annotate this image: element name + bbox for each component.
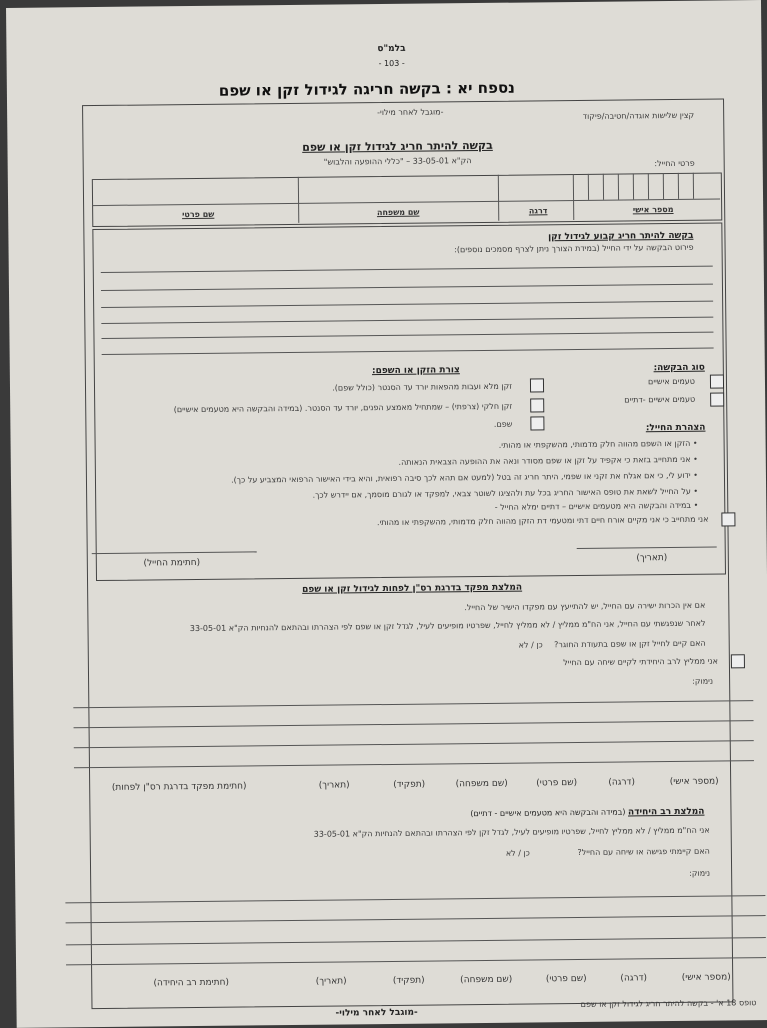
declaration-line-6: אני מתחייב כי אני מקיים אורח חיים דתי ומטעמי דת הזקן מהווה חלק מדמותי, מהשקפתי או מהותי. <box>376 514 709 528</box>
religious-commitment-checkbox[interactable] <box>721 512 735 526</box>
cmd-role: (תפקיד) <box>393 779 426 790</box>
rabbi-family-name: (שם משפחה) <box>460 974 513 986</box>
org-label: בלמ"ס <box>377 43 406 55</box>
declaration-line-2: • אני מתחייב בזאת כי אקפיד על זקן או שפם מסודר ונאה את ההופעה הצבאית הנאותה. <box>398 454 698 467</box>
soldier-request-heading: בקשה להיתר חריג קבוע לגידול זקן <box>548 230 694 243</box>
cmd-signature: (חתימת מפקד בדרגת רס"ן לפחות) <box>111 781 247 793</box>
commander-statement: לאחר שנפגשתי עם החייל, אני הח"מ ממליץ / לא ממליץ לחייל, שפרטיו מופיעים לעיל, לגדל זקן או שפם לפי הצהרתו ובהתאם להנחיות הק"א 33-05-01 <box>189 618 706 634</box>
form-page <box>6 0 767 1028</box>
mustache-label: שפם. <box>493 419 513 429</box>
col-rank: דרגה <box>528 206 548 216</box>
declaration-line-3: • ידוע לי, כי אם אגלח את זקני או שפמי, היתר חריג זה בטל (למעט אם תהא לכך סיבה רפואית, והיא בידי האישור הרפואי המצביע על כך). <box>231 470 698 485</box>
soldier-details-label: פרטי החייל: <box>654 158 695 169</box>
form-number: טופס 18 א' - בקשה להיתר חריג לגידול זקן או שפם <box>580 998 757 1009</box>
classification-top: -מוגבל לאחר מילוי- <box>377 107 444 118</box>
personal-reasons-checkbox[interactable] <box>710 374 724 388</box>
request-type-heading: סוג הבקשה: <box>653 362 705 374</box>
beard-shape-heading: צורת הזקן או השפם: <box>371 365 460 377</box>
classification-bottom: -מוגבל לאחר מילוי- <box>335 1007 418 1019</box>
cmd-rank: (דרגה) <box>608 777 636 788</box>
personal-reasons-label: טעמים אישיים <box>647 376 696 387</box>
page-number: - 103 - <box>378 58 405 69</box>
religious-reasons-label: טעמים אישיים -דתיים <box>624 394 696 405</box>
rabbi-personal-number: (מספר אישי) <box>681 972 731 983</box>
declaration-heading: הצהרת החייל: <box>645 422 706 434</box>
rabbi-role: (תפקיד) <box>392 975 425 986</box>
declaration-line-5: • במידה והבקשה היא מטעמים אישיים – דתיים ימלא החייל - <box>494 500 699 512</box>
cmd-family-name: (שם משפחה) <box>455 778 508 790</box>
partial-beard-label: זקן חלקי (צרפתי) – שמתחיל מאמצע הפנים, יורד עד הסנטר. (במידה והבקשה היא מטעמים אישיים) <box>173 401 513 415</box>
col-personal-number: מספר אישי <box>632 204 674 215</box>
col-first-name: שם פרטי <box>181 209 215 220</box>
cmd-first-name: (שם פרטי) <box>536 778 578 789</box>
commander-rabbi-checkbox[interactable] <box>731 654 745 668</box>
rabbi-heading: המלצת רב היחידה <box>627 806 705 818</box>
rabbi-first-name: (שם פרטי) <box>545 973 587 985</box>
cmd-personal-number: (מספר אישי) <box>669 776 719 788</box>
officer-role: קצין שלישות אוגדה/חטיבה/פיקוד <box>582 110 695 121</box>
col-family-name: שם משפחה <box>376 207 420 218</box>
soldier-request-instructions: פירוט הבקשה על ידי החייל (במידת הצורך ניתן לצרף מסמכים נוספים): <box>454 242 694 255</box>
commander-yes-no[interactable]: כן / לא <box>518 640 543 650</box>
commander-reasoning-label: נימוק: <box>692 676 714 686</box>
request-title: בקשה להיתר חריג לגידול זקן או שפם <box>302 138 493 154</box>
commander-question: האם קיים לחייל זקן או שפם בתעודת החוגר? <box>554 638 706 650</box>
full-beard-checkbox[interactable] <box>530 378 544 392</box>
soldier-date-label: (תאריך) <box>636 553 668 564</box>
commander-rabbi-label: אני ממליץ לרב היחידתי לקיים שיחה עם החייל <box>563 656 718 668</box>
religious-reasons-checkbox[interactable] <box>710 392 724 406</box>
rabbi-yes-no[interactable]: כן / לא <box>505 848 530 858</box>
full-beard-label: זקן מלא ועבות מהפאות יורד עד הסנטר (כולל שפם). <box>332 381 513 393</box>
rabbi-reasoning-label: נימוק: <box>689 868 711 878</box>
cmd-date: (תאריך) <box>318 780 350 791</box>
rabbi-signature: (חתימת רב היחידה) <box>153 977 230 989</box>
rabbi-statement: אני הח"מ ממליץ / לא ממליץ לחייל, שפרטיו מופיעים לעיל, לגדל זקן לפי הצהרתו ובהתאם להנחיות הק"א 33-05-01 <box>313 825 710 839</box>
rabbi-question: האם קיימתי פגישה או שיחה עם החייל? <box>577 846 710 858</box>
commander-note: אם אין הכרות ישירה עם החייל, יש להתייעץ עם מפקדו הישיר של החייל. <box>464 600 706 613</box>
commander-heading: המלצת מפקד בדרגת רס"ן לפחות לגידול זקן או שפם <box>302 582 523 595</box>
declaration-line-1: • הזקן או השפם מהווה חלק מדמותי, מהשקפתי או מהותי. <box>498 438 698 450</box>
appendix-title: נספח יא : בקשה חריגה לגידול זקן או שפם <box>218 78 516 100</box>
declaration-line-4: • על החייל לשאת את טופס האישור החריג בכל עת ולהציגו לשוטר צבאי, למפקד או לגורם מוסמך, אם יידרש לכך. <box>312 486 699 500</box>
soldier-signature-label: (חתימת החייל) <box>143 557 201 569</box>
rabbi-rank: (דרגה) <box>620 973 648 984</box>
partial-beard-checkbox[interactable] <box>530 398 544 412</box>
rabbi-heading-note: (במידה והבקשה היא מטעמים אישיים - דתיים) <box>470 807 626 819</box>
regulation-ref: הק"א 33-05-01 – "כללי ההופעה והלבוש" <box>323 156 472 167</box>
rabbi-date: (תאריך) <box>315 976 347 987</box>
mustache-checkbox[interactable] <box>530 416 544 430</box>
